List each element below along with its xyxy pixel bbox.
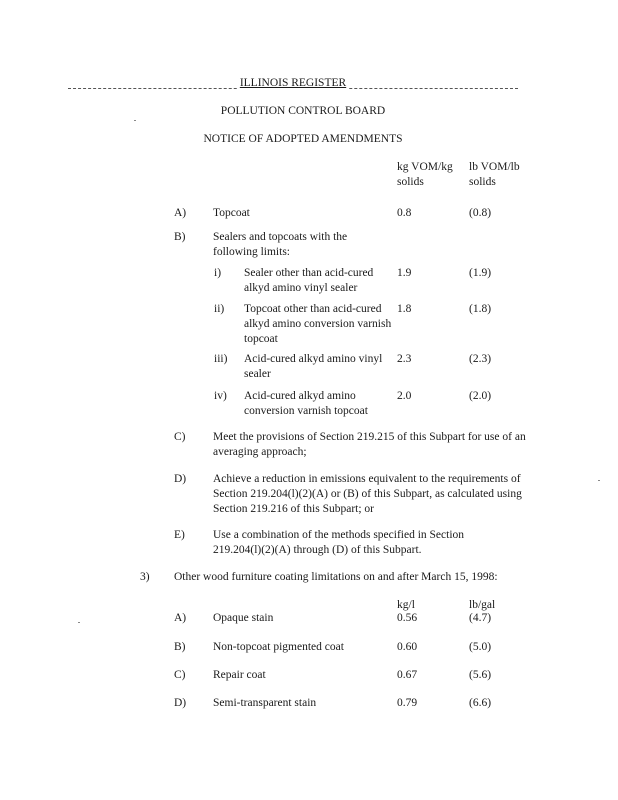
item-label: A) xyxy=(174,207,187,219)
scan-speck xyxy=(134,120,136,121)
subitem-label: i) xyxy=(214,267,222,279)
subitem-value-lb: (2.3) xyxy=(469,353,492,365)
subitem-label: iv) xyxy=(214,390,227,402)
board-title: POLLUTION CONTROL BOARD xyxy=(220,105,386,117)
paragraph-text: Meet the provisions of Section 219.215 of this Subpart for use of an averaging approach; xyxy=(213,431,526,458)
row-value-lb: (4.7) xyxy=(469,612,492,624)
item-value-lb: (0.8) xyxy=(469,207,492,219)
col-header-lb: lb VOM/lb solids xyxy=(469,161,520,188)
row-value-lb: (6.6) xyxy=(469,697,492,709)
item-label: B) xyxy=(174,231,186,243)
paragraph-label: D) xyxy=(174,473,187,485)
col-header-lb: lb/gal xyxy=(469,599,496,611)
col-header-kg: kg VOM/kg solids xyxy=(397,161,453,188)
col-header-kg: kg/l xyxy=(397,599,415,611)
row-value-kg: 0.79 xyxy=(397,697,418,709)
subitem-text: Topcoat other than acid-cured alkyd amino conversion varnish topcoat xyxy=(244,303,392,345)
subitem-text: Acid-cured alkyd amino vinyl sealer xyxy=(244,353,383,380)
subitem-value-kg: 1.9 xyxy=(397,267,412,279)
subitem-label: ii) xyxy=(214,303,225,315)
scan-speck xyxy=(598,480,600,481)
paragraph-text: Achieve a reduction in emissions equivalent to the requirements of Section 219.204(l)(2)(A) or (B) of this Subpart, as calculated using Section 219.216 of this Subpart; or xyxy=(213,473,522,515)
paragraph-label: E) xyxy=(174,529,185,541)
item-text: Topcoat xyxy=(213,207,250,219)
subitem-value-kg: 2.0 xyxy=(397,390,412,402)
section-heading: Other wood furniture coating limitations on and after March 15, 1998: xyxy=(174,571,498,583)
row-label: D) xyxy=(174,697,187,709)
row-value-kg: 0.67 xyxy=(397,669,418,681)
subitem-label: iii) xyxy=(214,353,228,365)
row-text: Semi-transparent stain xyxy=(213,697,317,709)
section-number: 3) xyxy=(140,571,150,583)
paragraph-text: Use a combination of the methods specified in Section 219.204(l)(2)(A) through (D) of this Subpart. xyxy=(213,529,465,556)
subitem-value-kg: 1.8 xyxy=(397,303,412,315)
register-header xyxy=(68,76,518,94)
row-value-lb: (5.6) xyxy=(469,669,492,681)
row-value-kg: 0.60 xyxy=(397,641,418,653)
row-text: Non-topcoat pigmented coat xyxy=(213,641,344,653)
item-text: Sealers and topcoats with the following limits: xyxy=(213,231,348,258)
notice-title: NOTICE OF ADOPTED AMENDMENTS xyxy=(203,133,403,145)
row-label: B) xyxy=(174,641,186,653)
row-label: C) xyxy=(174,669,186,681)
paragraph-label: C) xyxy=(174,431,186,443)
row-value-lb: (5.0) xyxy=(469,641,492,653)
subitem-value-lb: (2.0) xyxy=(469,390,492,402)
register-title: ILLINOIS REGISTER xyxy=(239,77,347,89)
row-text: Repair coat xyxy=(213,669,266,681)
row-label: A) xyxy=(174,612,187,624)
subitem-value-kg: 2.3 xyxy=(397,353,412,365)
subitem-text: Acid-cured alkyd amino conversion varnish topcoat xyxy=(244,390,368,417)
subitem-text: Sealer other than acid-cured alkyd amino vinyl sealer xyxy=(244,267,374,294)
row-value-kg: 0.56 xyxy=(397,612,418,624)
item-value-kg: 0.8 xyxy=(397,207,412,219)
scan-speck xyxy=(78,622,80,623)
subitem-value-lb: (1.9) xyxy=(469,267,492,279)
row-text: Opaque stain xyxy=(213,612,274,624)
subitem-value-lb: (1.8) xyxy=(469,303,492,315)
